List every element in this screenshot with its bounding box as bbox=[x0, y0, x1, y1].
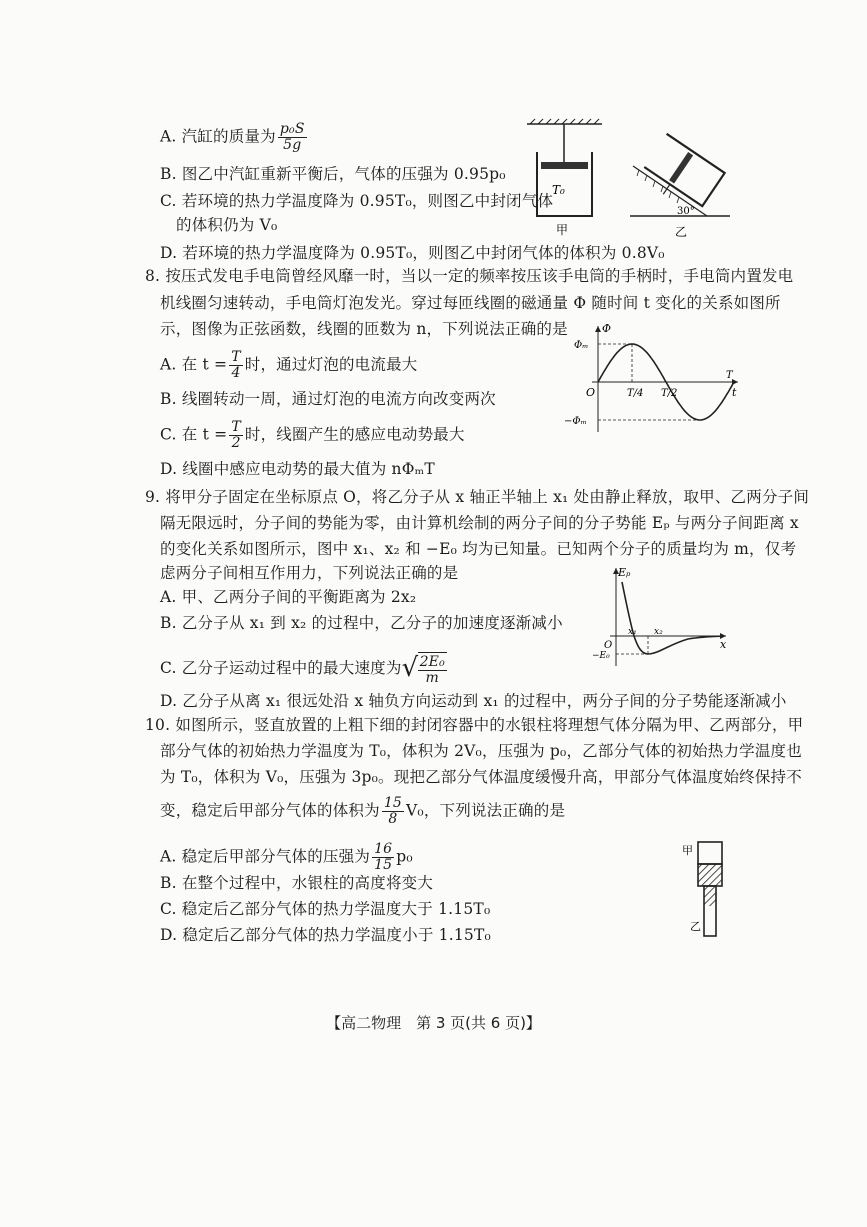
q10-yi-label: 乙 bbox=[690, 920, 701, 933]
q10-option-d: D. 稳定后乙部分气体的热力学温度小于 1.15T₀ bbox=[160, 926, 491, 944]
q7-yi-label: 乙 bbox=[675, 225, 688, 239]
q10-option-b: B. 在整个过程中，水银柱的高度将变大 bbox=[160, 874, 434, 892]
q7-figure-yi bbox=[625, 118, 735, 240]
q9-c-sqrt: √ $\frac{\text{2E₀}}{m}$ bbox=[401, 653, 445, 686]
q10-stem-line4: 变，稳定后甲部分气体的体积为 $\frac{15}{8}$ V₀，下列说法正确的是 bbox=[160, 795, 566, 827]
q9-potential-curve bbox=[622, 582, 722, 654]
q10-container-figure bbox=[678, 838, 738, 948]
q9-option-b: B. 乙分子从 x₁ 到 x₂ 的过程中，乙分子的加速度逐渐减小 bbox=[160, 614, 563, 632]
q10-stem-line3: 为 T₀，体积为 V₀，压强为 3p₀。现把乙部分气体温度缓慢升高，甲部分气体温度始终保持不 bbox=[160, 768, 802, 786]
q9-y-axis-label: Eₚ bbox=[618, 566, 631, 579]
q9-stem-line1: 9. 将甲分子固定在坐标原点 O，将乙分子从 x 轴正半轴上 x₁ 处由静止释放，取甲、乙两分子间 bbox=[145, 488, 810, 506]
q8-stem-line2: 机线圈匀速转动，手电筒灯泡发光。穿过每匝线圈的磁通量 Φ 随时间 t 变化的关系如图所 bbox=[160, 294, 781, 312]
q8-tick-phim: Φₘ bbox=[574, 340, 589, 351]
q9-tick-neg-e0: −E₀ bbox=[592, 651, 610, 661]
q10-option-c: C. 稳定后乙部分气体的热力学温度大于 1.15T₀ bbox=[160, 900, 491, 918]
q9-stem-line4: 虑两分子间相互作用力，下列说法正确的是 bbox=[160, 564, 459, 582]
q7-a-fraction: $\frac{\text{p₀S}}{5g}$ bbox=[279, 121, 305, 153]
q8-option-c: C. 在 t = $\frac{T}{2}$ 时，线圈产生的感应电动势最大 bbox=[160, 419, 465, 451]
q9-stem-line3: 的变化关系如图所示，图中 x₁、x₂ 和 −E₀ 均为已知量。已知两个分子的质量均为 m，仅考 bbox=[160, 540, 797, 558]
q7-option-a: A. 汽缸的质量为 $\frac{\text{p₀S}}{5g}$ bbox=[160, 121, 305, 153]
q9-option-c: C. 乙分子运动过程中的最大速度为 √ $\frac{\text{2E₀}}{m}$ bbox=[160, 652, 449, 686]
q10-stem-line2: 部分气体的初始热力学温度为 T₀，体积为 2V₀，压强为 p₀，乙部分气体的初始热力学温度也 bbox=[160, 742, 802, 760]
q9-option-d: D. 乙分子从离 x₁ 很远处沿 x 轴负方向运动到 x₁ 的过程中，两分子间的分子势能逐渐减小 bbox=[160, 692, 787, 710]
q8-y-axis-label: Φ bbox=[602, 322, 612, 335]
q7-angle-label: 30° bbox=[677, 206, 695, 217]
q10-stem-line1: 10. 如图所示，竖直放置的上粗下细的封闭容器中的水银柱将理想气体分隔为甲、乙两部分，甲 bbox=[145, 716, 804, 734]
q7-option-d: D. 若环境的热力学温度降为 0.95T₀，则图乙中封闭气体的体积为 0.8V₀ bbox=[160, 244, 665, 262]
q8-tick-neg-phim: −Φₘ bbox=[564, 416, 587, 427]
q8-tick-t4: T/4 bbox=[627, 388, 644, 399]
q8-flux-chart bbox=[560, 320, 745, 440]
q8-stem-line3: 示，图像为正弦函数，线圈的匝数为 n，下列说法正确的是 bbox=[160, 320, 568, 338]
q8-option-a: A. 在 t = $\frac{T}{4}$ 时，通过灯泡的电流最大 bbox=[160, 349, 418, 381]
q10-option-a: A. 稳定后甲部分气体的压强为 $\frac{16}{15}$ p₀ bbox=[160, 841, 413, 873]
q8-tick-t2: T/2 bbox=[661, 388, 678, 399]
q7-figure-jia bbox=[522, 118, 607, 238]
q8-origin-label: O bbox=[586, 386, 596, 399]
q9-stem-line2: 隔无限远时，分子间的势能为零，由计算机绘制的两分子间的分子势能 Eₚ 与两分子间距离 x bbox=[160, 514, 799, 532]
q9-tick-x1: x₁ bbox=[628, 627, 637, 637]
q7-option-b: B. 图乙中汽缸重新平衡后，气体的压强为 0.95p₀ bbox=[160, 165, 506, 183]
q8-x-axis-label: t bbox=[732, 386, 737, 399]
q7-option-c-line2: 的体积仍为 V₀ bbox=[176, 216, 278, 234]
q8-option-d: D. 线圈中感应电动势的最大值为 nΦₘT bbox=[160, 460, 435, 478]
q7-t0-label: T₀ bbox=[552, 183, 565, 197]
q8-tick-t: T bbox=[726, 370, 733, 381]
page-footer: 【高二物理 第 3 页(共 6 页)】 bbox=[326, 1014, 541, 1032]
q8-option-b: B. 线圈转动一周，通过灯泡的电流方向改变两次 bbox=[160, 390, 496, 408]
q7-option-c-line1: C. 若环境的热力学温度降为 0.95T₀，则图乙中封闭气体 bbox=[160, 192, 554, 210]
q9-origin-label: O bbox=[604, 640, 613, 651]
q9-x-axis-label: x bbox=[720, 638, 727, 651]
q10-jia-label: 甲 bbox=[682, 844, 693, 857]
q9-potential-chart bbox=[592, 562, 732, 672]
q7-jia-label: 甲 bbox=[556, 223, 569, 237]
q8-stem-line1: 8. 按压式发电手电筒曾经风靡一时，当以一定的频率按压该手电筒的手柄时，手电筒内置发电 bbox=[145, 267, 794, 285]
q9-tick-x2: x₂ bbox=[654, 627, 663, 637]
q9-option-a: A. 甲、乙两分子间的平衡距离为 2x₂ bbox=[160, 588, 417, 606]
